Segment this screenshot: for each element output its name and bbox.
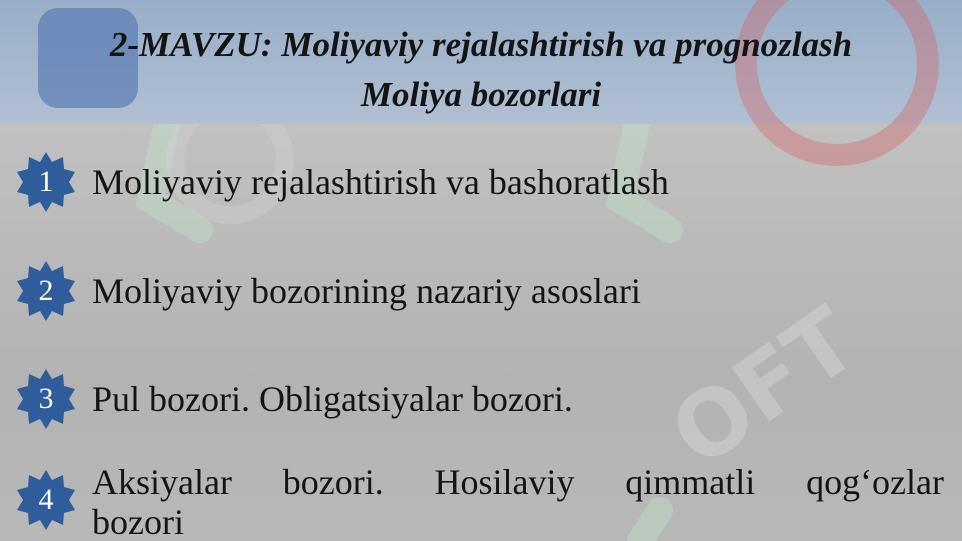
list-item-text-line-1: Aksiyalar bozori. Hosilaviy qimmatli qog‘ozlar [92,462,944,502]
list-item-text: Moliyaviy bozorining nazariy asoslari [92,271,641,311]
badge-number: 2 [38,274,54,307]
list-item-text-line-2: bozori [92,502,184,541]
list-item-text: Moliyaviy rejalashtirish va bashoratlash [92,162,669,202]
badge-number: 1 [38,165,54,198]
svg-text:OFT: OFT [652,287,876,489]
list-item-text: Pul bozori. Obligatsiyalar bozori. [92,379,573,419]
starburst-badge-icon [14,367,78,431]
title-line-1: 2-MAVZU: Moliyaviy rejalashtirish va prognozlash [109,25,853,64]
starburst-badge-icon [14,259,78,323]
title-line-2: Moliya bozorlari [360,75,602,114]
starburst-badge-icon [14,150,78,214]
badge-number: 3 [38,382,54,415]
starburst-badge-icon [14,468,78,532]
badge-number: 4 [38,483,54,516]
